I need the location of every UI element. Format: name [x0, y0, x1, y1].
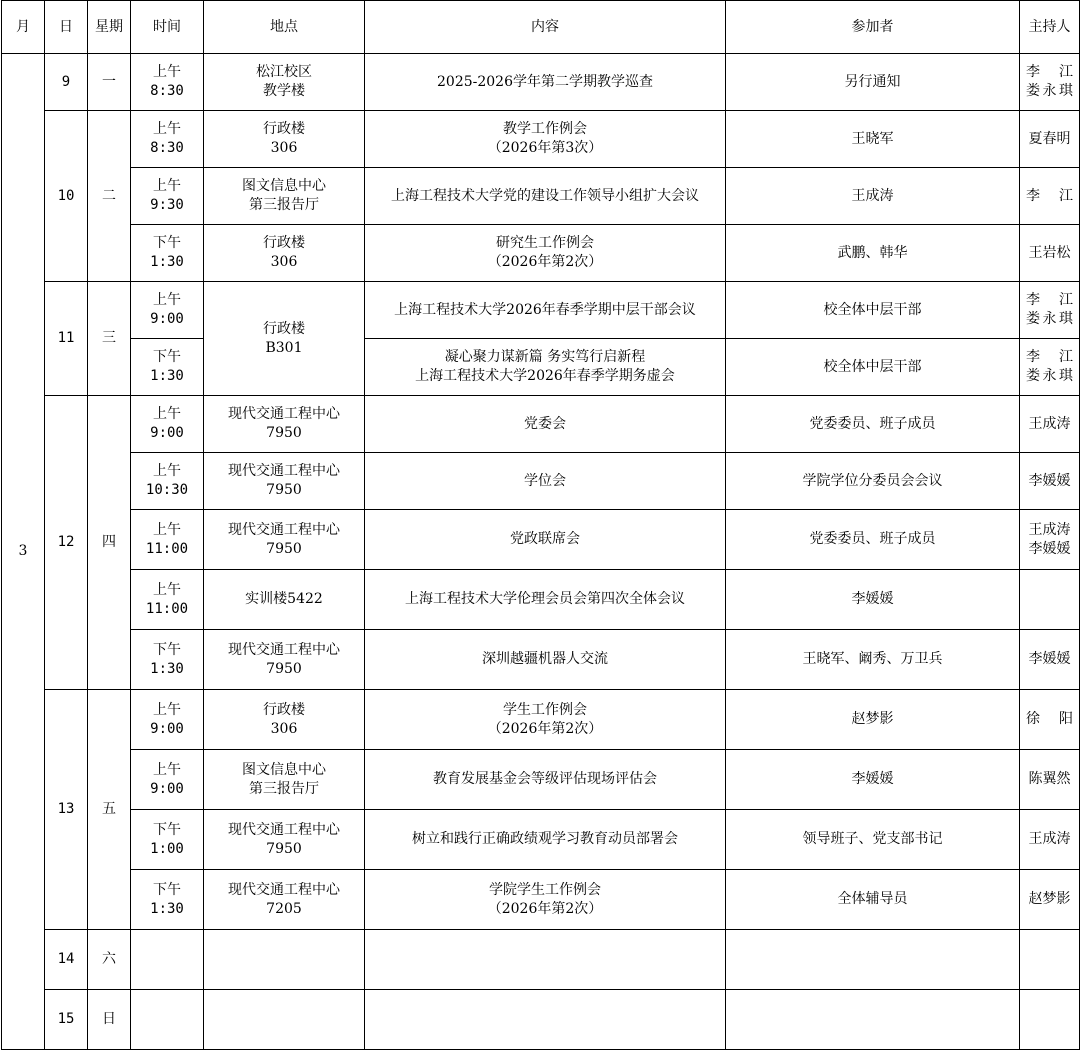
host-cell: 李 江 娄永琪 — [1020, 339, 1080, 396]
table-row — [2, 54, 1080, 111]
content-cell: 上海工程技术大学2026年春季学期中层干部会议 — [365, 282, 726, 339]
schedule-table — [1, 0, 1080, 1050]
attendees-cell: 党委委员、班子成员 — [726, 510, 1020, 570]
time-cell: 上午 11:00 — [131, 510, 204, 570]
content-cell — [365, 930, 726, 990]
time-cell: 上午 9:00 — [131, 750, 204, 810]
attendees-cell: 另行通知 — [726, 54, 1020, 111]
header-weekday: 星期 — [88, 1, 131, 54]
header-time: 时间 — [131, 1, 204, 54]
host-cell: 王岩松 — [1020, 225, 1080, 282]
attendees-cell — [726, 930, 1020, 990]
table-row — [2, 630, 1080, 690]
content-cell — [365, 990, 726, 1050]
location-cell: 现代交通工程中心 7950 — [204, 510, 365, 570]
weekday-cell: 日 — [88, 990, 131, 1050]
table-row — [2, 225, 1080, 282]
schedule-body — [2, 54, 1080, 1050]
header-content: 内容 — [365, 1, 726, 54]
location-cell: 现代交通工程中心 7950 — [204, 630, 365, 690]
attendees-cell: 领导班子、党支部书记 — [726, 810, 1020, 870]
attendees-cell: 李媛媛 — [726, 750, 1020, 810]
host-cell: 李媛媛 — [1020, 630, 1080, 690]
content-cell: 学院学生工作例会 （2026年第2次） — [365, 870, 726, 930]
content-cell: 深圳越疆机器人交流 — [365, 630, 726, 690]
weekday-cell: 四 — [88, 396, 131, 690]
host-cell: 李 江 — [1020, 168, 1080, 225]
host-cell — [1020, 570, 1080, 630]
host-cell: 李媛媛 — [1020, 453, 1080, 510]
table-row — [2, 930, 1080, 990]
time-cell: 上午 9:00 — [131, 282, 204, 339]
host-cell: 赵梦影 — [1020, 870, 1080, 930]
header-location: 地点 — [204, 1, 365, 54]
time-cell: 上午 9:00 — [131, 690, 204, 750]
table-row — [2, 690, 1080, 750]
time-cell: 上午 9:30 — [131, 168, 204, 225]
location-cell: 行政楼 B301 — [204, 282, 365, 396]
header-day: 日 — [45, 1, 88, 54]
location-cell — [204, 930, 365, 990]
content-cell: 党政联席会 — [365, 510, 726, 570]
time-cell: 下午 1:30 — [131, 339, 204, 396]
table-row — [2, 168, 1080, 225]
attendees-cell: 校全体中层干部 — [726, 339, 1020, 396]
weekday-cell: 六 — [88, 930, 131, 990]
time-cell: 下午 1:30 — [131, 630, 204, 690]
host-cell: 徐 阳 — [1020, 690, 1080, 750]
host-cell: 夏春明 — [1020, 111, 1080, 168]
time-cell: 上午 10:30 — [131, 453, 204, 510]
day-cell: 10 — [45, 111, 88, 282]
host-cell: 陈翼然 — [1020, 750, 1080, 810]
location-cell: 松江校区 教学楼 — [204, 54, 365, 111]
day-cell: 14 — [45, 930, 88, 990]
location-cell: 现代交通工程中心 7950 — [204, 453, 365, 510]
day-cell: 11 — [45, 282, 88, 396]
attendees-cell: 王晓军 — [726, 111, 1020, 168]
month-cell: 3 — [2, 54, 45, 1050]
time-cell: 下午 1:00 — [131, 810, 204, 870]
table-row — [2, 810, 1080, 870]
location-cell: 现代交通工程中心 7950 — [204, 810, 365, 870]
content-cell: 学生工作例会 （2026年第2次） — [365, 690, 726, 750]
location-cell: 现代交通工程中心 7950 — [204, 396, 365, 453]
day-cell: 15 — [45, 990, 88, 1050]
header-row — [2, 1, 1080, 54]
location-cell: 行政楼 306 — [204, 111, 365, 168]
table-row — [2, 870, 1080, 930]
attendees-cell: 党委委员、班子成员 — [726, 396, 1020, 453]
attendees-cell: 武鹏、韩华 — [726, 225, 1020, 282]
content-cell: 党委会 — [365, 396, 726, 453]
table-row — [2, 453, 1080, 510]
content-cell: 教育发展基金会等级评估现场评估会 — [365, 750, 726, 810]
header-attendees: 参加者 — [726, 1, 1020, 54]
content-cell: 学位会 — [365, 453, 726, 510]
time-cell — [131, 990, 204, 1050]
time-cell: 上午 8:30 — [131, 54, 204, 111]
weekday-cell: 三 — [88, 282, 131, 396]
day-cell: 12 — [45, 396, 88, 690]
content-cell: 教学工作例会 （2026年第3次） — [365, 111, 726, 168]
content-cell: 上海工程技术大学伦理会员会第四次全体会议 — [365, 570, 726, 630]
content-cell: 凝心聚力谋新篇 务实笃行启新程 上海工程技术大学2026年春季学期务虚会 — [365, 339, 726, 396]
attendees-cell: 学院学位分委员会会议 — [726, 453, 1020, 510]
table-row — [2, 339, 1080, 396]
time-cell: 上午 9:00 — [131, 396, 204, 453]
host-cell: 李 江 娄永琪 — [1020, 282, 1080, 339]
attendees-cell: 校全体中层干部 — [726, 282, 1020, 339]
attendees-cell: 王晓军、阚秀、万卫兵 — [726, 630, 1020, 690]
host-cell: 李 江 娄永琪 — [1020, 54, 1080, 111]
attendees-cell: 全体辅导员 — [726, 870, 1020, 930]
location-cell: 图文信息中心 第三报告厅 — [204, 168, 365, 225]
time-cell: 上午 8:30 — [131, 111, 204, 168]
host-cell: 王成涛 李媛媛 — [1020, 510, 1080, 570]
weekday-cell: 五 — [88, 690, 131, 930]
host-cell: 王成涛 — [1020, 810, 1080, 870]
content-cell: 上海工程技术大学党的建设工作领导小组扩大会议 — [365, 168, 726, 225]
location-cell — [204, 990, 365, 1050]
location-cell: 实训楼5422 — [204, 570, 365, 630]
time-cell: 上午 11:00 — [131, 570, 204, 630]
weekday-cell: 二 — [88, 111, 131, 282]
host-cell — [1020, 930, 1080, 990]
day-cell: 13 — [45, 690, 88, 930]
location-cell: 行政楼 306 — [204, 690, 365, 750]
attendees-cell — [726, 990, 1020, 1050]
table-row — [2, 510, 1080, 570]
table-row — [2, 396, 1080, 453]
time-cell: 下午 1:30 — [131, 870, 204, 930]
table-row — [2, 111, 1080, 168]
table-row — [2, 750, 1080, 810]
table-row — [2, 570, 1080, 630]
time-cell — [131, 930, 204, 990]
table-row — [2, 990, 1080, 1050]
location-cell: 行政楼 306 — [204, 225, 365, 282]
location-cell: 现代交通工程中心 7205 — [204, 870, 365, 930]
weekday-cell: 一 — [88, 54, 131, 111]
header-host: 主持人 — [1020, 1, 1080, 54]
attendees-cell: 李媛媛 — [726, 570, 1020, 630]
time-cell: 下午 1:30 — [131, 225, 204, 282]
attendees-cell: 王成涛 — [726, 168, 1020, 225]
header-month: 月 — [2, 1, 45, 54]
attendees-cell: 赵梦影 — [726, 690, 1020, 750]
content-cell: 2025-2026学年第二学期教学巡查 — [365, 54, 726, 111]
content-cell: 树立和践行正确政绩观学习教育动员部署会 — [365, 810, 726, 870]
content-cell: 研究生工作例会 （2026年第2次） — [365, 225, 726, 282]
table-row — [2, 282, 1080, 339]
host-cell — [1020, 990, 1080, 1050]
host-cell: 王成涛 — [1020, 396, 1080, 453]
day-cell: 9 — [45, 54, 88, 111]
location-cell: 图文信息中心 第三报告厅 — [204, 750, 365, 810]
